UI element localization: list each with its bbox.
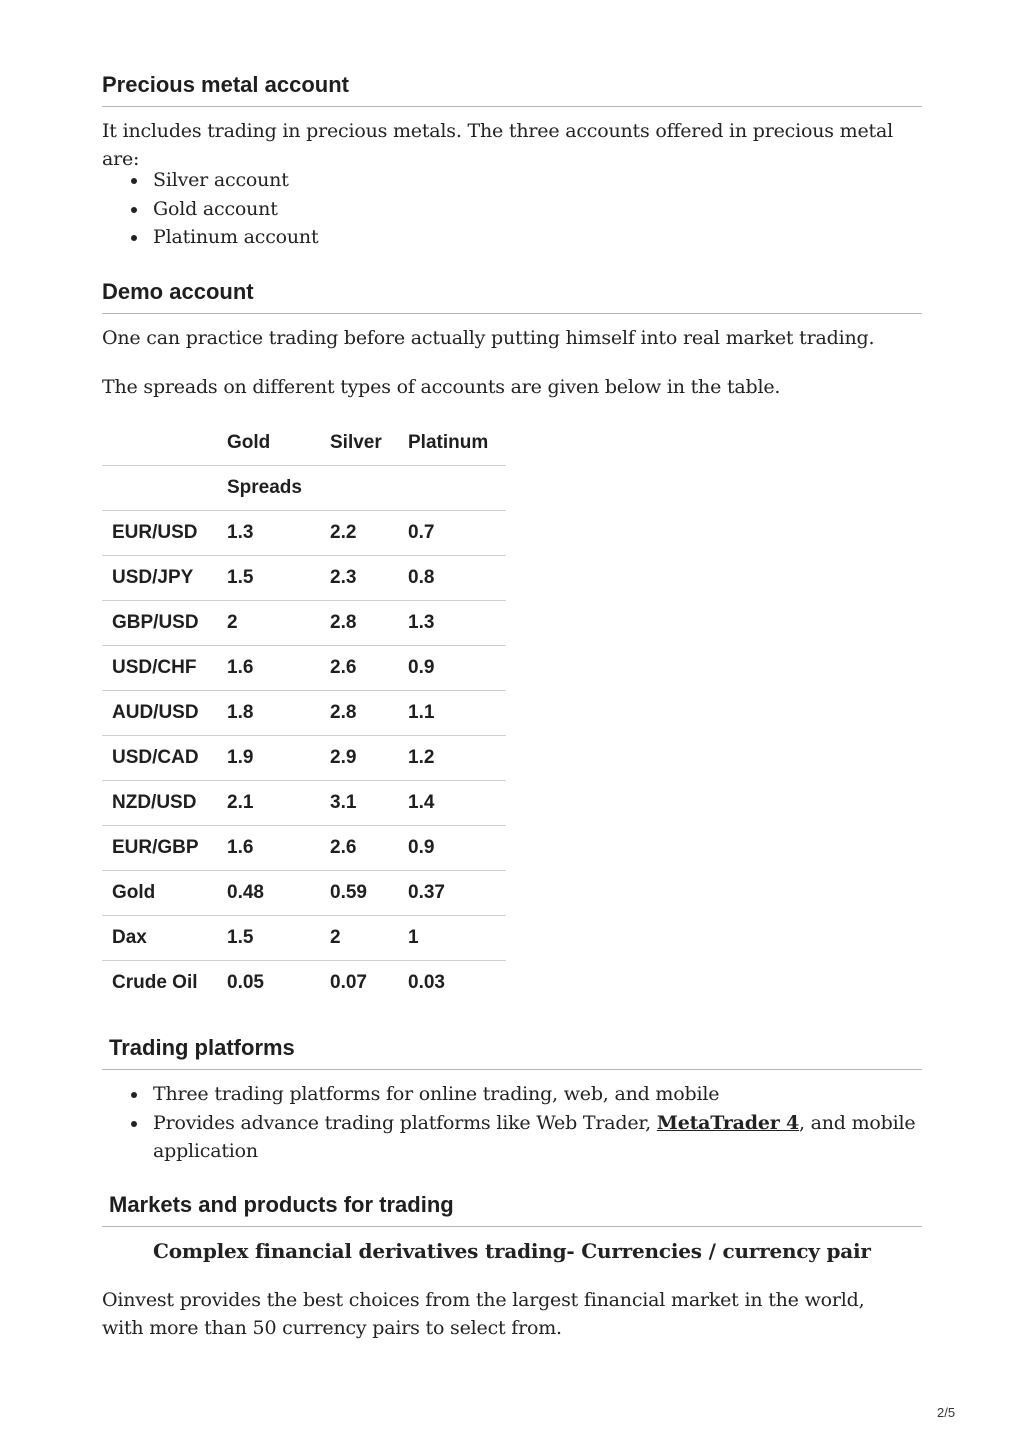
table-cell: 0.9 bbox=[398, 646, 506, 691]
table-cell: 1 bbox=[398, 916, 506, 961]
table-row bbox=[102, 781, 506, 826]
table-cell bbox=[320, 466, 398, 511]
table-cell: 2.6 bbox=[320, 826, 398, 871]
table-row-label: USD/JPY bbox=[102, 556, 217, 601]
list-item bbox=[102, 1109, 922, 1166]
table-cell: 0.59 bbox=[320, 871, 398, 916]
table-cell: 2.9 bbox=[320, 736, 398, 781]
table-row bbox=[102, 736, 506, 781]
table-cell: 1.6 bbox=[217, 826, 320, 871]
table-row-label: Gold bbox=[102, 871, 217, 916]
table-subheader-row bbox=[102, 466, 506, 511]
table-row bbox=[102, 961, 506, 1006]
table-cell: 2.2 bbox=[320, 511, 398, 556]
list-item: Silver account bbox=[102, 166, 922, 195]
table-row bbox=[102, 556, 506, 601]
table-cell: 2.8 bbox=[320, 691, 398, 736]
table-row bbox=[102, 916, 506, 961]
table-cell bbox=[398, 466, 506, 511]
table-cell: 2 bbox=[217, 601, 320, 646]
table-cell: 2.6 bbox=[320, 646, 398, 691]
table-cell: 1.5 bbox=[217, 916, 320, 961]
metatrader-4-link[interactable]: MetaTrader 4 bbox=[656, 1111, 799, 1134]
table-cell: Silver bbox=[320, 421, 398, 466]
markets-subheading: Complex financial derivatives trading- Currencies / currency pair bbox=[153, 1239, 871, 1263]
table-row bbox=[102, 871, 506, 916]
page-number: 2/5 bbox=[937, 1405, 956, 1420]
table-header-row bbox=[102, 421, 506, 466]
table-row bbox=[102, 646, 506, 691]
table-row-label bbox=[102, 421, 217, 466]
precious-metal-intro: It includes trading in precious metals. The three accounts offered in precious metal are: bbox=[102, 120, 893, 170]
table-cell: 0.37 bbox=[398, 871, 506, 916]
table-cell: 1.9 bbox=[217, 736, 320, 781]
table-cell: 1.2 bbox=[398, 736, 506, 781]
demo-paragraph-2: The spreads on different types of accounts are given below in the table. bbox=[102, 376, 781, 398]
table-row-label bbox=[102, 466, 217, 511]
precious-metal-list bbox=[102, 166, 922, 252]
table-row-label: NZD/USD bbox=[102, 781, 217, 826]
section-heading-demo: Demo account bbox=[102, 279, 922, 314]
list-item: Three trading platforms for online trading, web, and mobile bbox=[102, 1080, 922, 1109]
table-cell: 0.7 bbox=[398, 511, 506, 556]
platforms-text-after: , and mobile application bbox=[153, 1111, 916, 1162]
demo-paragraph-1: One can practice trading before actually putting himself into real market trading. bbox=[102, 327, 875, 349]
table-cell: 0.48 bbox=[217, 871, 320, 916]
table-row bbox=[102, 601, 506, 646]
table-cell: 1.8 bbox=[217, 691, 320, 736]
table-row-label: USD/CHF bbox=[102, 646, 217, 691]
spreads-table bbox=[102, 421, 506, 1005]
table-cell: 0.9 bbox=[398, 826, 506, 871]
table-row-label: GBP/USD bbox=[102, 601, 217, 646]
table-cell: 1.1 bbox=[398, 691, 506, 736]
table-cell: Platinum bbox=[398, 421, 506, 466]
table-cell: 0.8 bbox=[398, 556, 506, 601]
table-cell: 0.07 bbox=[330, 972, 367, 993]
table-cell: 0.03 bbox=[408, 972, 445, 993]
table-row-label: AUD/USD bbox=[102, 691, 217, 736]
table-row-label: Crude Oil bbox=[112, 972, 198, 993]
table-cell: 1.5 bbox=[217, 556, 320, 601]
section-heading-platforms: Trading platforms bbox=[102, 1035, 922, 1070]
list-item: Gold account bbox=[102, 195, 922, 224]
section-heading-markets: Markets and products for trading bbox=[102, 1192, 922, 1227]
table-cell: 3.1 bbox=[320, 781, 398, 826]
platforms-text-before: Provides advance trading platforms like Web Trader, bbox=[153, 1111, 657, 1134]
table-cell: 2.1 bbox=[217, 781, 320, 826]
table-cell: 1.4 bbox=[398, 781, 506, 826]
table-row-label: EUR/USD bbox=[102, 511, 217, 556]
table-cell: 1.3 bbox=[217, 511, 320, 556]
table-cell: 2.8 bbox=[320, 601, 398, 646]
table-cell: Gold bbox=[217, 421, 320, 466]
table-row-label: USD/CAD bbox=[102, 736, 217, 781]
table-row-label: EUR/GBP bbox=[102, 826, 217, 871]
table-cell: 0.05 bbox=[227, 972, 264, 993]
table-row bbox=[102, 511, 506, 556]
table-row-label: Dax bbox=[102, 916, 217, 961]
platforms-list bbox=[102, 1080, 922, 1166]
table-row bbox=[102, 691, 506, 736]
table-cell: 2 bbox=[320, 916, 398, 961]
table-cell: 2.3 bbox=[320, 556, 398, 601]
table-cell: Spreads bbox=[217, 466, 320, 511]
list-item: Platinum account bbox=[102, 223, 922, 252]
table-cell: 1.6 bbox=[217, 646, 320, 691]
section-heading-precious-metal: Precious metal account bbox=[102, 72, 922, 107]
table-cell: 1.3 bbox=[398, 601, 506, 646]
markets-paragraph: Oinvest provides the best choices from the largest financial market in the world, with more than 50 currency pairs to select from. bbox=[102, 1289, 865, 1339]
table-row bbox=[102, 826, 506, 871]
